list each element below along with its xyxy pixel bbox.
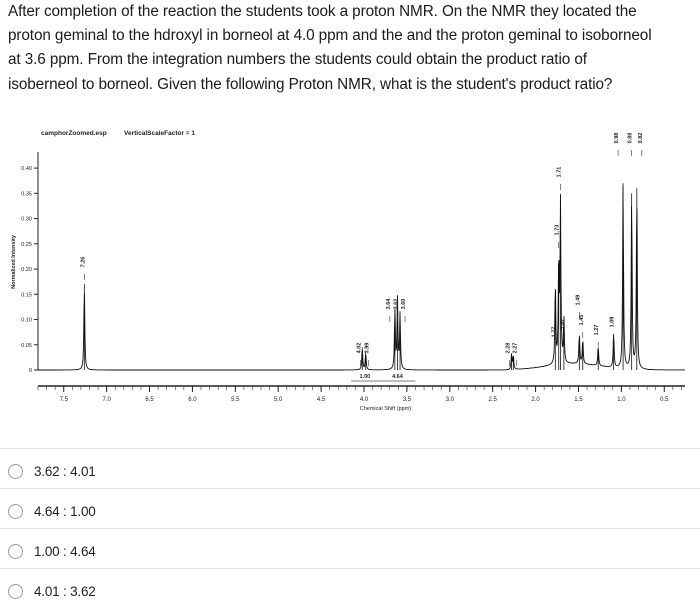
x-tick-label: 5.5 [231, 397, 240, 403]
peak-label: 2.28 [505, 342, 512, 354]
x-tick-label: 2.5 [488, 397, 497, 403]
question-line: After completion of the reaction the students took a proton NMR. On the NMR they located the [8, 3, 637, 20]
peak-label: 1.73 [554, 224, 561, 236]
integral-value: 1.00 [359, 374, 371, 380]
peak-label: 3.64 [385, 298, 392, 310]
integral-value: 4.64 [392, 374, 403, 380]
divider [0, 448, 700, 449]
x-tick-label: 7.0 [102, 397, 111, 403]
y-tick-label: 0.05 [21, 342, 32, 349]
peak-label: 3.99 [364, 342, 371, 354]
radio-button[interactable] [8, 464, 23, 479]
answer-label: 4.64 : 1.00 [34, 503, 96, 519]
peak-label: 0.82 [637, 132, 644, 144]
peak-label: 1.67 [559, 318, 566, 330]
y-tick-label: 0.25 [21, 241, 32, 248]
peak-label: 0.98 [614, 132, 621, 144]
divider [0, 488, 700, 489]
y-axis-title: Normalized Intensity [11, 235, 17, 289]
answer-label: 3.62 : 4.01 [34, 463, 96, 479]
divider [0, 568, 700, 569]
peak-label: 3.60 [401, 298, 408, 310]
spectrum-file-label: camphorZoomed.esp [41, 130, 107, 137]
peak-label: 1.27 [594, 324, 601, 336]
peak-label: 0.88 [627, 132, 634, 144]
x-tick-label: 4.5 [316, 397, 326, 403]
peak-label: 3.62 [393, 298, 400, 310]
peak-label: 1.77 [551, 326, 558, 338]
answer-label: 4.01 : 3.62 [34, 583, 96, 599]
x-tick-label: 2.0 [531, 397, 540, 403]
x-tick-label: 7.5 [59, 397, 68, 403]
radio-button[interactable] [8, 504, 23, 519]
answer-label: 1.00 : 4.64 [34, 543, 96, 559]
peak-label: 1.71 [556, 166, 563, 178]
y-tick-label: 0.10 [21, 317, 32, 324]
answer-option-3[interactable] [8, 539, 96, 563]
answer-option-4[interactable] [8, 579, 96, 603]
y-tick-label: 0 [28, 368, 32, 374]
y-tick-label: 0.35 [21, 191, 32, 198]
x-tick-label: 3.0 [445, 397, 454, 403]
question-text [8, 0, 694, 97]
y-tick-label: 0.30 [21, 216, 32, 223]
x-tick-label: 6.5 [145, 397, 154, 403]
peak-label: 1.45 [578, 314, 585, 326]
peak-label: 2.27 [512, 342, 519, 354]
y-tick-label: 0.20 [21, 267, 32, 274]
x-axis-title: Chemical Shift (ppm) [359, 406, 412, 412]
question-line: proton geminal to the hdroxyl in borneol at 4.0 ppm and the and the proton geminal to isoborneol [8, 27, 652, 45]
peak-label: 1.09 [609, 316, 616, 328]
peak-label: 7.26 [80, 256, 87, 268]
question-line: at 3.6 ppm. From the integration numbers the students could obtain the product ratio of [8, 51, 587, 69]
y-tick-label: 0.15 [21, 292, 32, 299]
vertical-scale-factor-label: VerticalScaleFactor = 1 [124, 130, 196, 137]
peak-label: 1.49 [575, 294, 582, 306]
answer-option-1[interactable] [8, 459, 96, 483]
nmr-spectrum [0, 122, 700, 422]
x-tick-label: 3.5 [402, 397, 412, 403]
peak-label: 4.02 [356, 342, 363, 354]
spectrum-trace [38, 186, 685, 370]
x-tick-label: 4.0 [359, 397, 369, 403]
radio-button[interactable] [8, 584, 23, 599]
answer-option-2[interactable] [8, 499, 96, 523]
x-tick-label: 5.0 [274, 397, 283, 403]
x-tick-label: 1.0 [617, 397, 626, 403]
question-line: isoberneol to borneol. Given the following Proton NMR, what is the student's product ratio? [8, 75, 613, 93]
divider [0, 528, 700, 529]
x-tick-label: 0.5 [660, 397, 669, 403]
x-tick-label: 6.0 [188, 397, 197, 403]
y-tick-label: 0.40 [21, 166, 32, 173]
x-tick-label: 1.5 [574, 397, 583, 403]
radio-button[interactable] [8, 544, 23, 559]
